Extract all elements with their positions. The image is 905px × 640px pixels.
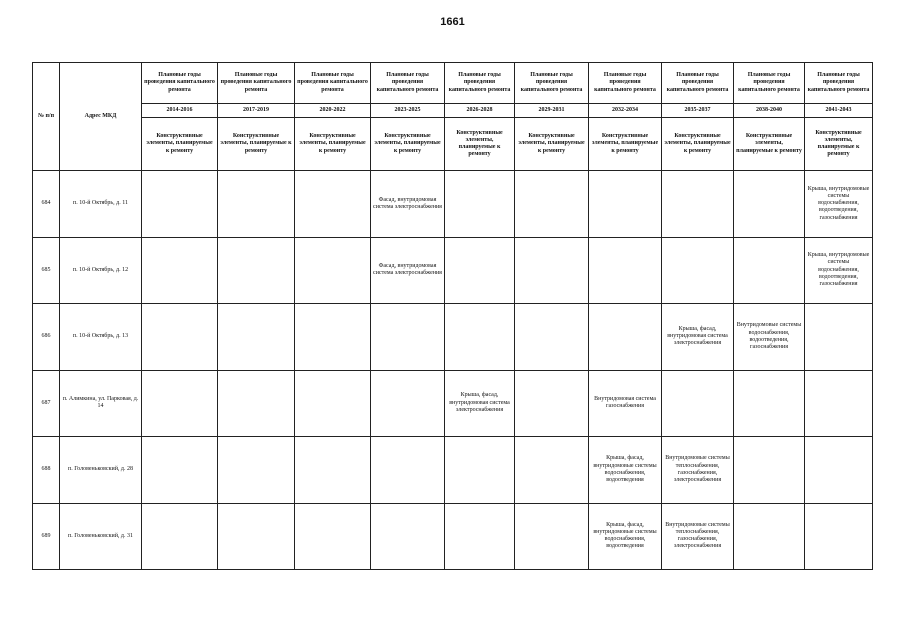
repair-cell: [589, 304, 662, 371]
header-period-label: Плановые годы проведения капитального ремонта: [734, 63, 805, 104]
header-period-years: 2023-2025: [371, 104, 445, 118]
repair-cell: [218, 503, 295, 570]
header-period-years: 2041-2043: [805, 104, 873, 118]
repair-cell: [371, 437, 445, 504]
repair-cell: [734, 437, 805, 504]
repair-cell: Крыша, фасад, внутридомовая система электроснабжения: [662, 304, 734, 371]
repair-cell: [218, 437, 295, 504]
repair-cell: [218, 237, 295, 304]
row-address: п. Алимкина, ул. Парковая, д. 14: [60, 370, 142, 437]
repair-cell: [589, 237, 662, 304]
repair-cell: Внутридомовые системы теплоснабжения, газоснабжения, электроснабжения: [662, 437, 734, 504]
header-elements-label: Конструктивные элементы, планируемые к ремонту: [662, 118, 734, 171]
header-period-label: Плановые годы проведения капитального ремонта: [445, 63, 515, 104]
header-elements-label: Конструктивные элементы, планируемые к ремонту: [142, 118, 218, 171]
header-period-years: 2038-2040: [734, 104, 805, 118]
repair-cell: [445, 304, 515, 371]
row-address: п. 10-й Октябрь, д. 12: [60, 237, 142, 304]
repair-cell: [142, 237, 218, 304]
repair-cell: [734, 503, 805, 570]
repair-cell: [445, 503, 515, 570]
header-period-years: 2020-2022: [295, 104, 371, 118]
row-address: п. Головеньковский, д. 28: [60, 437, 142, 504]
repair-cell: [142, 503, 218, 570]
header-period-years: 2035-2037: [662, 104, 734, 118]
page-number: 1661: [440, 16, 465, 28]
header-elements-label: Конструктивные элементы, планируемые к ремонту: [445, 118, 515, 171]
repair-cell: [515, 171, 589, 238]
repair-cell: [515, 503, 589, 570]
header-period-label: Плановые годы проведения капитального ремонта: [589, 63, 662, 104]
header-elements-label: Конструктивные элементы, планируемые к ремонту: [371, 118, 445, 171]
repair-cell: [515, 237, 589, 304]
repair-cell: [295, 237, 371, 304]
repair-cell: [734, 237, 805, 304]
header-period-label: Плановые годы проведения капитального ремонта: [218, 63, 295, 104]
header-period-label: Плановые годы проведения капитального ремонта: [142, 63, 218, 104]
repair-cell: [295, 437, 371, 504]
repair-cell: [805, 437, 873, 504]
table-row: [33, 503, 873, 570]
header-period-years: 2017-2019: [218, 104, 295, 118]
repair-cell: [734, 171, 805, 238]
repair-cell: [445, 171, 515, 238]
header-period-label: Плановые годы проведения капитального ремонта: [371, 63, 445, 104]
repair-cell: [371, 370, 445, 437]
row-number: 687: [33, 370, 60, 437]
repair-cell: [218, 304, 295, 371]
row-address: п. Головеньковский, д. 31: [60, 503, 142, 570]
repair-cell: [662, 370, 734, 437]
repair-cell: [142, 304, 218, 371]
repair-cell: Крыша, фасад, внутридомовая система электроснабжения: [445, 370, 515, 437]
header-period-years: 2014-2016: [142, 104, 218, 118]
repair-cell: [445, 437, 515, 504]
table-row: [33, 370, 873, 437]
repair-cell: Крыша, внутридомовые системы водоснабжения, водоотведения, газоснабжения: [805, 171, 873, 238]
repair-cell: [142, 171, 218, 238]
header-elements-label: Конструктивные элементы, планируемые к ремонту: [805, 118, 873, 171]
repair-cell: [734, 370, 805, 437]
repair-cell: [295, 503, 371, 570]
repair-cell: Фасад, внутридомовая система электроснабжения: [371, 171, 445, 238]
header-elements-label: Конструктивные элементы, планируемые к ремонту: [295, 118, 371, 171]
repair-cell: [662, 171, 734, 238]
repair-cell: Крыша, фасад, внутридомовые системы водоснабжения, водоотведения: [589, 437, 662, 504]
repair-cell: Внутридомовые системы теплоснабжения, газоснабжения, электроснабжения: [662, 503, 734, 570]
header-period-label: Плановые годы проведения капитального ремонта: [662, 63, 734, 104]
repair-cell: [805, 304, 873, 371]
header-elements-label: Конструктивные элементы, планируемые к ремонту: [589, 118, 662, 171]
repair-cell: [805, 503, 873, 570]
repair-cell: Крыша, фасад, внутридомовые системы водоснабжения, водоотведения: [589, 503, 662, 570]
row-address: п. 10-й Октябрь, д. 13: [60, 304, 142, 371]
row-number: 689: [33, 503, 60, 570]
repair-cell: [142, 370, 218, 437]
repair-cell: [295, 304, 371, 371]
header-elements-label: Конструктивные элементы, планируемые к ремонту: [734, 118, 805, 171]
header-num: № п/п: [33, 63, 60, 171]
repair-cell: [142, 437, 218, 504]
header-period-label: Плановые годы проведения капитального ремонта: [515, 63, 589, 104]
repair-cell: [589, 171, 662, 238]
capital-repair-table: [32, 62, 873, 570]
header-period-label: Плановые годы проведения капитального ремонта: [295, 63, 371, 104]
repair-cell: [295, 171, 371, 238]
header-period-years: 2032-2034: [589, 104, 662, 118]
repair-cell: [515, 437, 589, 504]
table-row: [33, 437, 873, 504]
header-elements-label: Конструктивные элементы, планируемые к ремонту: [218, 118, 295, 171]
table-row: [33, 171, 873, 238]
repair-cell: [218, 370, 295, 437]
repair-cell: [371, 503, 445, 570]
repair-cell: [295, 370, 371, 437]
repair-cell: [662, 237, 734, 304]
repair-cell: Фасад, внутридомовая система электроснабжения: [371, 237, 445, 304]
repair-cell: [218, 171, 295, 238]
repair-cell: Внутридомовые системы водоснабжения, водоотведения, газоснабжения: [734, 304, 805, 371]
header-address: Адрес МКД: [60, 63, 142, 171]
row-number: 684: [33, 171, 60, 238]
repair-cell: [515, 304, 589, 371]
header-elements-label: Конструктивные элементы, планируемые к ремонту: [515, 118, 589, 171]
header-period-years: 2026-2028: [445, 104, 515, 118]
repair-cell: [515, 370, 589, 437]
repair-cell: [445, 237, 515, 304]
table-row: [33, 237, 873, 304]
header-period-label: Плановые годы проведения капитального ремонта: [805, 63, 873, 104]
table-row: [33, 304, 873, 371]
repair-cell: [371, 304, 445, 371]
row-number: 686: [33, 304, 60, 371]
header-period-years: 2029-2031: [515, 104, 589, 118]
row-number: 685: [33, 237, 60, 304]
repair-cell: Крыша, внутридомовые системы водоснабжения, водоотведения, газоснабжения: [805, 237, 873, 304]
repair-cell: [805, 370, 873, 437]
row-address: п. 10-й Октябрь, д. 11: [60, 171, 142, 238]
row-number: 688: [33, 437, 60, 504]
repair-cell: Внутридомовая система газоснабжения: [589, 370, 662, 437]
